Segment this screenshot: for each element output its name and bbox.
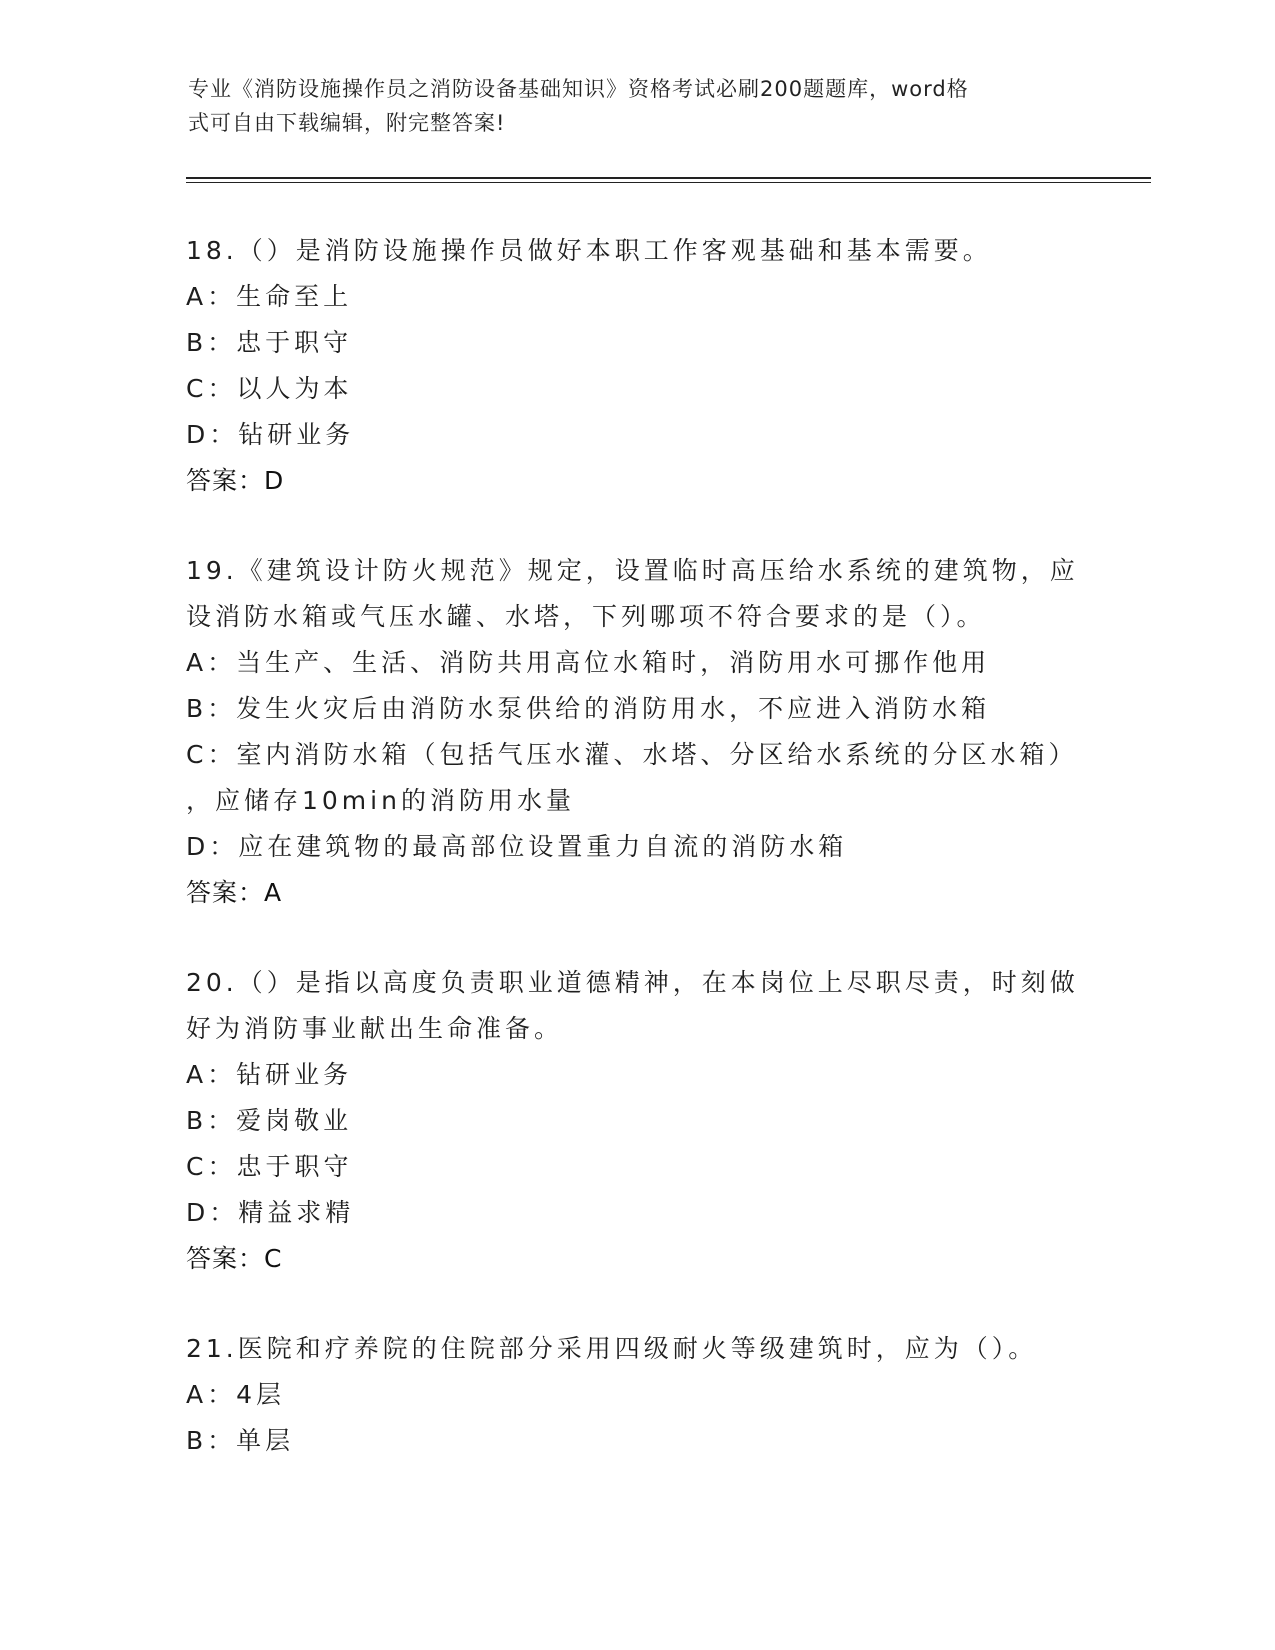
question-stem: 18.（）是消防设施操作员做好本职工作客观基础和基本需要。 (186, 236, 992, 265)
document-header (188, 72, 1068, 140)
answer: 答案：A (186, 878, 283, 907)
header-line-1: 专业《消防设施操作员之消防设备基础知识》资格考试必刷200题题库，word格 (188, 77, 969, 101)
option-d: D：精益求精 (186, 1198, 355, 1227)
option-a: A：当生产、生活、消防共用高位水箱时，消防用水可挪作他用 (186, 648, 991, 677)
question-stem: 21.医院和疗养院的住院部分采用四级耐火等级建筑时，应为（）。 (186, 1334, 1038, 1363)
option-c: C：以人为本 (186, 374, 353, 403)
question-stem-continued: 好为消防事业献出生命准备。 (186, 1014, 564, 1043)
option-a: A：生命至上 (186, 282, 353, 311)
option-b: B：爱岗敬业 (186, 1106, 353, 1135)
header-rule-thick (186, 177, 1151, 179)
question-stem: 19.《建筑设计防火规范》规定，设置临时高压给水系统的建筑物，应 (186, 556, 1079, 585)
option-a: A：4层 (186, 1380, 286, 1409)
question-stem: 20.（）是指以高度负责职业道德精神，在本岗位上尽职尽责，时刻做 (186, 968, 1079, 997)
option-d: D：钻研业务 (186, 420, 355, 449)
question-21 (186, 1326, 1086, 1464)
question-list (186, 228, 1086, 1508)
question-stem-continued: 设消防水箱或气压水罐、水塔，下列哪项不符合要求的是（）。 (186, 602, 986, 631)
option-a: A：钻研业务 (186, 1060, 353, 1089)
option-b: B：单层 (186, 1426, 295, 1455)
answer: 答案：C (186, 1244, 283, 1273)
option-d: D：应在建筑物的最高部位设置重力自流的消防水箱 (186, 832, 848, 861)
option-b: B：忠于职守 (186, 328, 353, 357)
option-c-continued: ，应储存10min的消防用水量 (186, 786, 575, 815)
question-19 (186, 548, 1086, 916)
option-c: C：室内消防水箱（包括气压水灌、水塔、分区给水系统的分区水箱） (186, 740, 1078, 769)
header-line-2: 式可自由下载编辑，附完整答案! (188, 111, 506, 135)
option-c: C：忠于职守 (186, 1152, 353, 1181)
question-20 (186, 960, 1086, 1282)
option-b: B：发生火灾后由消防水泵供给的消防用水，不应进入消防水箱 (186, 694, 991, 723)
answer: 答案：D (186, 466, 285, 495)
header-rule-thin (186, 182, 1151, 183)
question-18 (186, 228, 1086, 504)
